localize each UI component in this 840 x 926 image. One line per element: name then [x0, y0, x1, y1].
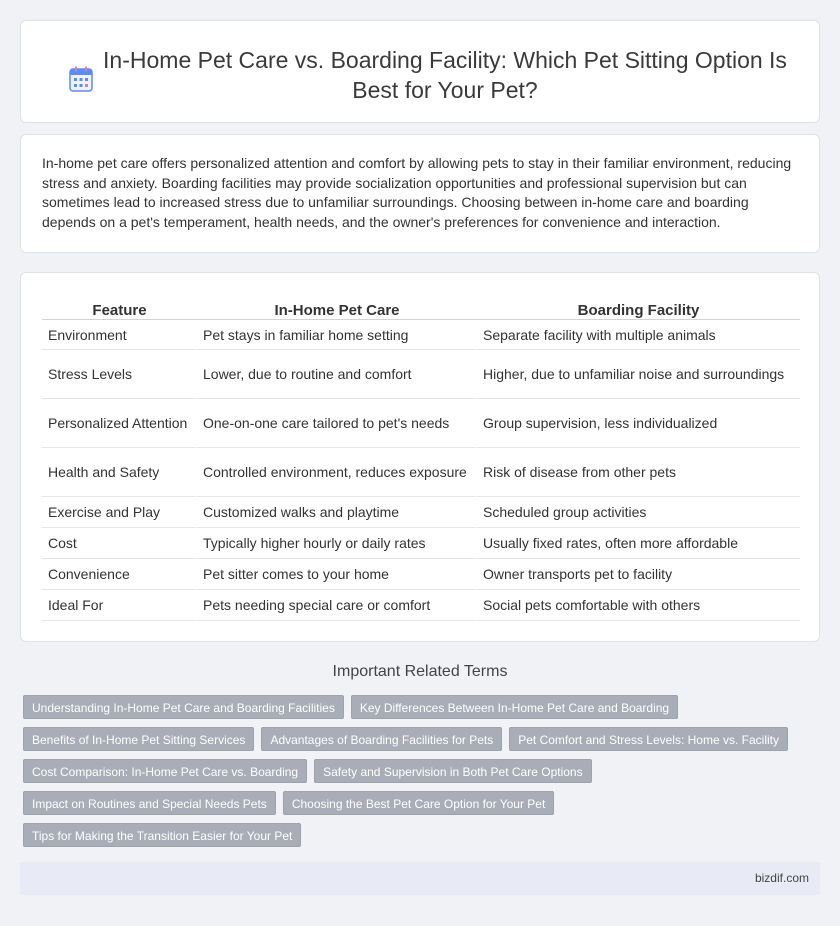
row-feature: Personalized Attention [42, 399, 197, 448]
table-row [42, 497, 800, 528]
table-row [42, 350, 800, 399]
row-feature: Ideal For [42, 590, 197, 621]
row-boarding: Owner transports pet to facility [477, 559, 800, 590]
row-in-home: One-on-one care tailored to pet's needs [197, 399, 477, 448]
column-header-in-home: In-Home Pet Care [197, 297, 477, 320]
row-in-home: Customized walks and playtime [197, 497, 477, 528]
row-in-home: Lower, due to routine and comfort [197, 350, 477, 399]
row-boarding: Group supervision, less individualized [477, 399, 800, 448]
table-row [42, 399, 800, 448]
table-row [42, 320, 800, 350]
related-term-tag[interactable]: Impact on Routines and Special Needs Pets [23, 791, 276, 815]
row-feature: Health and Safety [42, 448, 197, 497]
row-in-home: Pet sitter comes to your home [197, 559, 477, 590]
row-feature: Convenience [42, 559, 197, 590]
related-terms-list [23, 695, 813, 855]
related-term-tag[interactable]: Cost Comparison: In-Home Pet Care vs. Boarding [23, 759, 307, 783]
intro-card [20, 134, 820, 253]
row-in-home: Controlled environment, reduces exposure [197, 448, 477, 497]
row-feature: Exercise and Play [42, 497, 197, 528]
row-in-home: Pet stays in familiar home setting [197, 320, 477, 350]
row-boarding: Social pets comfortable with others [477, 590, 800, 621]
table-header-row [42, 297, 800, 320]
related-term-tag[interactable]: Safety and Supervision in Both Pet Care Options [314, 759, 591, 783]
row-in-home: Pets needing special care or comfort [197, 590, 477, 621]
row-boarding: Higher, due to unfamiliar noise and surroundings [477, 350, 800, 399]
row-feature: Stress Levels [42, 350, 197, 399]
related-term-tag[interactable]: Understanding In-Home Pet Care and Boarding Facilities [23, 695, 344, 719]
column-header-feature: Feature [42, 297, 197, 320]
related-term-tag[interactable]: Advantages of Boarding Facilities for Pets [261, 727, 502, 751]
comparison-card [20, 272, 820, 642]
related-terms-heading: Important Related Terms [332, 663, 508, 680]
column-header-boarding: Boarding Facility [477, 297, 800, 320]
title-card [20, 20, 820, 123]
row-in-home: Typically higher hourly or daily rates [197, 528, 477, 559]
related-term-tag[interactable]: Benefits of In-Home Pet Sitting Services [23, 727, 254, 751]
row-boarding: Usually fixed rates, often more affordable [477, 528, 800, 559]
related-term-tag[interactable]: Pet Comfort and Stress Levels: Home vs. Facility [509, 727, 788, 751]
row-boarding: Separate facility with multiple animals [477, 320, 800, 350]
related-term-tag[interactable]: Tips for Making the Transition Easier for Your Pet [23, 823, 301, 847]
table-row [42, 528, 800, 559]
row-feature: Cost [42, 528, 197, 559]
footer [20, 862, 820, 895]
table-row [42, 448, 800, 497]
row-boarding: Scheduled group activities [477, 497, 800, 528]
related-term-tag[interactable]: Choosing the Best Pet Care Option for Your Pet [283, 791, 555, 815]
page-title: In-Home Pet Care vs. Boarding Facility: Which Pet Sitting Option Is Best for Your Pet? [103, 47, 787, 103]
table-row [42, 590, 800, 621]
row-feature: Environment [42, 320, 197, 350]
row-boarding: Risk of disease from other pets [477, 448, 800, 497]
comparison-table [42, 297, 800, 621]
site-name[interactable]: bizdif.com [754, 871, 809, 885]
intro-paragraph: In-home pet care offers personalized attention and comfort by allowing pets to stay in their familiar environment, reducing stress and anxiety. Boarding facilities may provide socialization opportunities and professional supervision but can sometimes lead to increased stress due to unfamiliar surroundings. Choosing between in-home care and boarding depends on a pet's temperament, health needs, and the owner's preferences for convenience and interaction. [42, 155, 792, 230]
related-term-tag[interactable]: Key Differences Between In-Home Pet Care and Boarding [351, 695, 678, 719]
table-row [42, 559, 800, 590]
